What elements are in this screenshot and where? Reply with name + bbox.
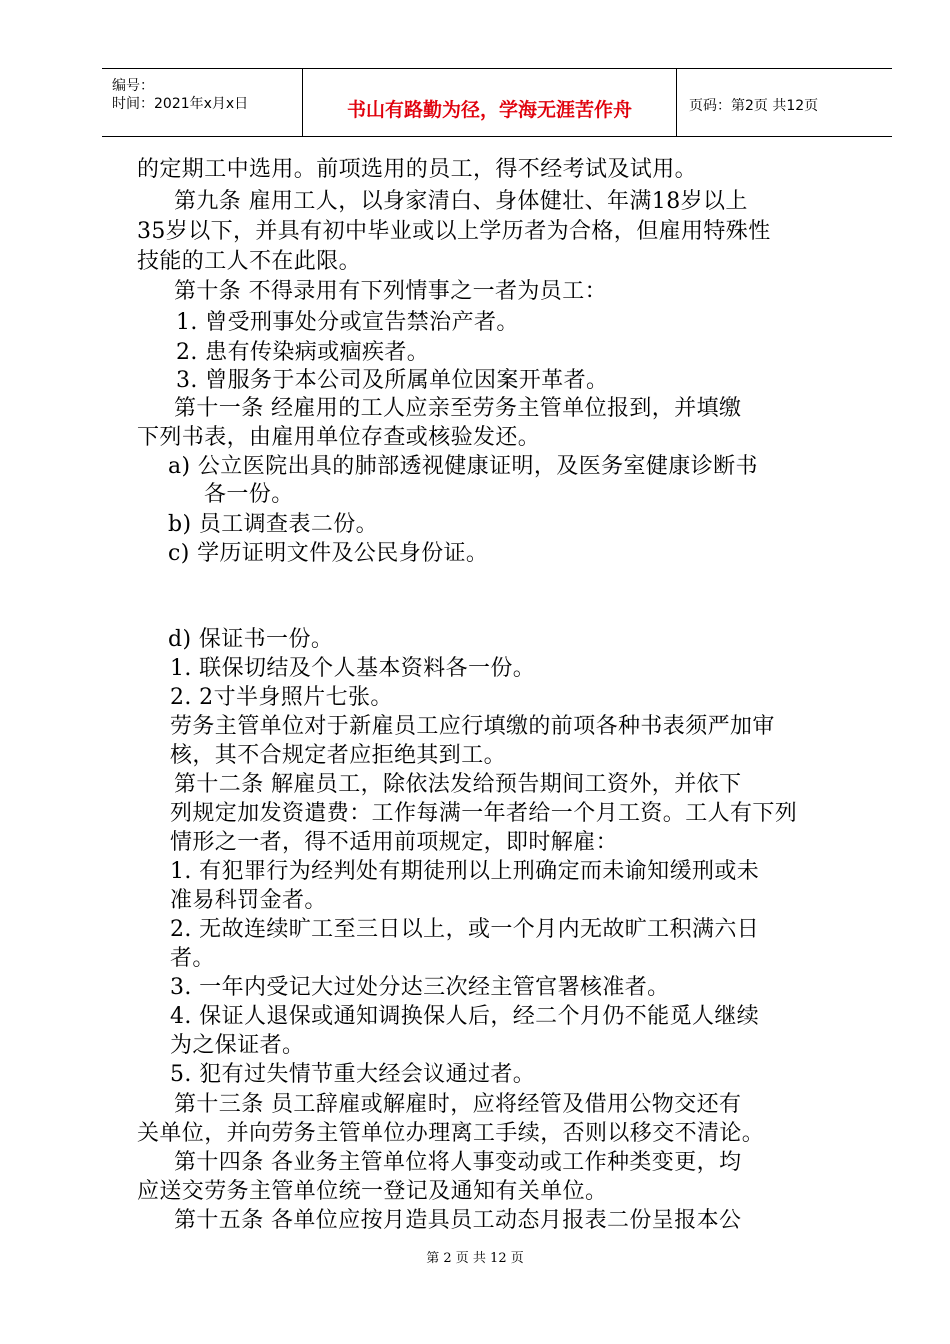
- text-line: 第十四条 各业务主管单位将人事变动或工作种类变更，均: [174, 1150, 742, 1175]
- text-line: 技能的工人不在此限。: [137, 249, 362, 274]
- list-item: c) 学历证明文件及公民身份证。: [168, 541, 489, 566]
- list-item: 1. 联保切结及个人基本资料各一份。: [170, 656, 536, 681]
- list-item: 2. 患有传染病或痼疾者。: [176, 340, 430, 365]
- text-line: 第十三条 员工辞雇或解雇时，应将经管及借用公物交还有: [174, 1092, 742, 1117]
- list-item: b) 员工调查表二份。: [168, 512, 379, 537]
- text-line: 的定期工中选用。前项选用的员工，得不经考试及试用。: [137, 157, 698, 182]
- text-line: 第十二条 解雇员工，除依法发给预告期间工资外，并依下: [174, 772, 742, 797]
- list-item: d) 保证书一份。: [168, 627, 334, 652]
- text-line: 关单位，并向劳务主管单位办理离工手续，否则以移交不清论。: [137, 1121, 765, 1146]
- text-line: 核，其不合规定者应拒绝其到工。: [170, 743, 507, 768]
- list-item: 1. 有犯罪行为经判处有期徒刑以上刑确定而未谕知缓刑或未: [170, 859, 760, 884]
- text-line: 为之保证者。: [170, 1033, 305, 1058]
- document-number-label: 编号：: [112, 78, 154, 94]
- list-item: 4. 保证人退保或通知调换保人后，经二个月仍不能觅人继续: [170, 1004, 760, 1029]
- text-line: 准易科罚金者。: [170, 888, 327, 913]
- list-item: 2. 无故连续旷工至三日以上，或一个月内无故旷工积满六日: [170, 917, 760, 942]
- list-item: 5. 犯有过失情节重大经会议通过者。: [170, 1062, 536, 1087]
- list-item: 1. 曾受刑事处分或宣告禁治产者。: [176, 310, 519, 335]
- text-line: 第十五条 各单位应按月造具员工动态月报表二份呈报本公: [174, 1208, 742, 1233]
- list-item: 2. 2寸半身照片七张。: [170, 685, 393, 710]
- header-motto: 书山有路勤为径，学海无涯苦作舟: [346, 99, 632, 121]
- text-line: 劳务主管单位对于新雇员工应行填缴的前项各种书表须严加审: [170, 714, 775, 739]
- text-line: 第十条 不得录用有下列情事之一者为员工：: [174, 279, 607, 304]
- list-item: a) 公立医院出具的肺部透视健康证明，及医务室健康诊断书: [168, 454, 758, 479]
- text-line: 35岁以下，并具有初中毕业或以上学历者为合格，但雇用特殊性: [137, 219, 771, 244]
- list-item: 3. 一年内受记大过处分达三次经主管官署核准者。: [170, 975, 670, 1000]
- text-line: 列规定加发资遣费：工作每满一年者给一个月工资。工人有下列: [170, 801, 798, 826]
- document-time-label: 时间：2021年x月x日: [112, 96, 249, 112]
- header-page-number: 页码：第2页 共12页: [689, 98, 819, 114]
- page-footer: 第 2 页 共 12 页: [426, 1251, 524, 1266]
- text-line: 第十一条 经雇用的工人应亲至劳务主管单位报到，并填缴: [174, 396, 742, 421]
- text-line: 第九条 雇用工人，以身家清白、身体健壮、年满18岁以上: [174, 189, 748, 214]
- text-line: 者。: [170, 946, 215, 971]
- text-line: 应送交劳务主管单位统一登记及通知有关单位。: [137, 1179, 608, 1204]
- text-line: 各一份。: [204, 482, 294, 507]
- text-line: 下列书表，由雇用单位存查或核验发还。: [137, 425, 541, 450]
- text-line: 情形之一者，得不适用前项规定，即时解雇：: [170, 830, 619, 855]
- list-item: 3. 曾服务于本公司及所属单位因案开革者。: [176, 368, 609, 393]
